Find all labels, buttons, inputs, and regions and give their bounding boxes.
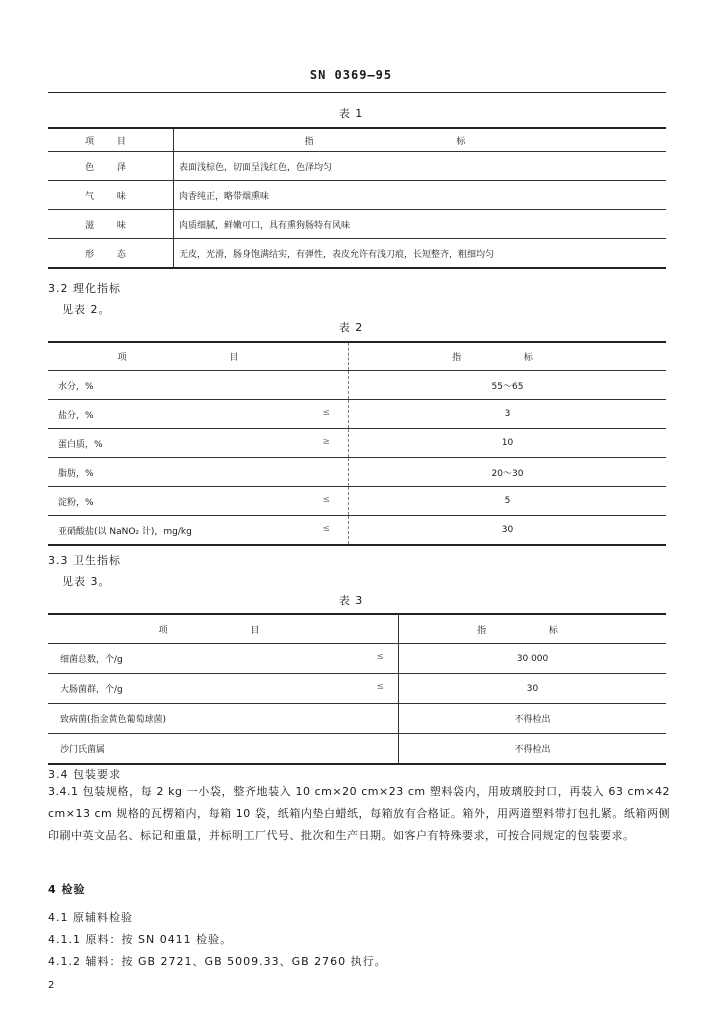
table-row	[48, 644, 666, 674]
table2-item	[48, 516, 349, 546]
table3-item-label: 细菌总数，个/g	[60, 655, 123, 665]
table3-operator: ≤	[376, 652, 384, 662]
table2-operator: ≤	[322, 407, 330, 418]
section-4-1-2-text: 4.1.2 辅料：按 GB 2721、GB 5009.33、GB 2760 执行。	[48, 955, 387, 968]
table2-item	[48, 429, 349, 458]
table2-value: 10	[349, 429, 667, 458]
section-3-2-title: 3.2 理化指标	[48, 282, 121, 295]
table3-item: 致病菌(指金黄色葡萄球菌)	[48, 704, 399, 734]
table2-item	[48, 487, 349, 516]
table2-item-label: 淀粉，%	[58, 497, 94, 508]
section-3-2-text: 见表 2。	[62, 303, 111, 316]
standard-code-header: SN 0369—95	[309, 68, 393, 82]
table2-operator: ≥	[322, 436, 330, 447]
table-row	[48, 516, 666, 546]
table1-value: 无皮，光滑，肠身饱满结实，有弹性，表皮允许有浅刀痕，长短整齐，粗细均匀	[174, 239, 667, 269]
table2-value: 20～30	[349, 458, 667, 487]
table3-head-item: 项 目	[48, 614, 399, 644]
section-3-4-title: 3.4 包装要求	[48, 768, 121, 781]
table3-item	[48, 644, 399, 674]
table3-value: 不得检出	[399, 734, 667, 765]
table2-operator: ≤	[322, 494, 330, 505]
table2-item-label: 蛋白质，%	[58, 439, 103, 450]
table1-item: 色 泽	[48, 152, 174, 181]
table3-item-label: 大肠菌群，个/g	[60, 685, 123, 695]
table-row	[48, 181, 666, 210]
table-row	[48, 152, 666, 181]
table2-head-item: 项 目	[48, 342, 349, 371]
table3-item: 沙门氏菌属	[48, 734, 399, 765]
table3	[48, 613, 666, 765]
header-rule	[48, 92, 666, 93]
table-row	[48, 342, 666, 371]
table-row	[48, 128, 666, 152]
table1-head-indicator: 指 标	[174, 128, 667, 152]
table1-caption: 表 1	[338, 107, 364, 120]
table-row	[48, 239, 666, 269]
table2-value: 55～65	[349, 371, 667, 400]
table3-caption: 表 3	[338, 594, 364, 607]
table2-value: 3	[349, 400, 667, 429]
table2-head-indicator: 指 标	[349, 342, 667, 371]
table1-value: 肉质细腻，鲜嫩可口，具有熏狗肠特有风味	[174, 210, 667, 239]
table2-item	[48, 400, 349, 429]
table2-value: 5	[349, 487, 667, 516]
section-4-title: 4 检验	[48, 883, 86, 896]
table1-item: 气 味	[48, 181, 174, 210]
table3-operator: ≤	[376, 682, 384, 692]
table-row	[48, 487, 666, 516]
table-row	[48, 734, 666, 765]
section-4-1-1-text: 4.1.1 原料：按 SN 0411 检验。	[48, 933, 233, 946]
table2-item: 水分，%	[48, 371, 349, 400]
table-row	[48, 371, 666, 400]
table1-value: 表面浅棕色，切面呈浅红色，色泽均匀	[174, 152, 667, 181]
table-row	[48, 400, 666, 429]
table2-caption: 表 2	[338, 321, 364, 334]
table2-operator: ≤	[322, 523, 330, 534]
table3-value: 不得检出	[399, 704, 667, 734]
table1	[48, 127, 666, 269]
table3-item	[48, 674, 399, 704]
section-4-1-title: 4.1 原辅料检验	[48, 911, 133, 924]
page-number: 2	[48, 980, 55, 991]
table-row	[48, 674, 666, 704]
table-row	[48, 614, 666, 644]
table1-item: 滋 味	[48, 210, 174, 239]
section-3-4-1-paragraph: 3.4.1 包装规格，每 2 kg 一小袋，整齐地装入 10 cm×20 cm×23 cm 塑料袋内，用玻璃胶封口，再装入 63 cm×42 cm×13 cm 规格的瓦楞箱内，每箱 10 袋，纸箱内垫白蜡纸，每箱放有合格证。箱外，用两道塑料带打包扎紧。纸箱两侧印刷中英文品名、标记和重量，并标明工厂代号、批次和生产日期。如客户有特殊要求，可按合同规定的包装要求。	[48, 785, 670, 842]
table2-item: 脂肪，%	[48, 458, 349, 487]
section-3-3-text: 见表 3。	[62, 575, 111, 588]
table-row	[48, 704, 666, 734]
table-row	[48, 210, 666, 239]
table2-item-label: 盐分，%	[58, 410, 94, 421]
table3-head-indicator: 指 标	[399, 614, 667, 644]
table3-value: 30 000	[399, 644, 667, 674]
table1-value: 肉香纯正，略带烟熏味	[174, 181, 667, 210]
table1-item: 形 态	[48, 239, 174, 269]
table1-head-item: 项 目	[48, 128, 174, 152]
table-row	[48, 458, 666, 487]
table2	[48, 341, 666, 546]
table-row	[48, 429, 666, 458]
table2-value: 30	[349, 516, 667, 546]
section-3-3-title: 3.3 卫生指标	[48, 554, 121, 567]
table3-value: 30	[399, 674, 667, 704]
table2-item-label: 亚硝酸盐(以 NaNO₂ 计)，mg/kg	[58, 526, 192, 537]
